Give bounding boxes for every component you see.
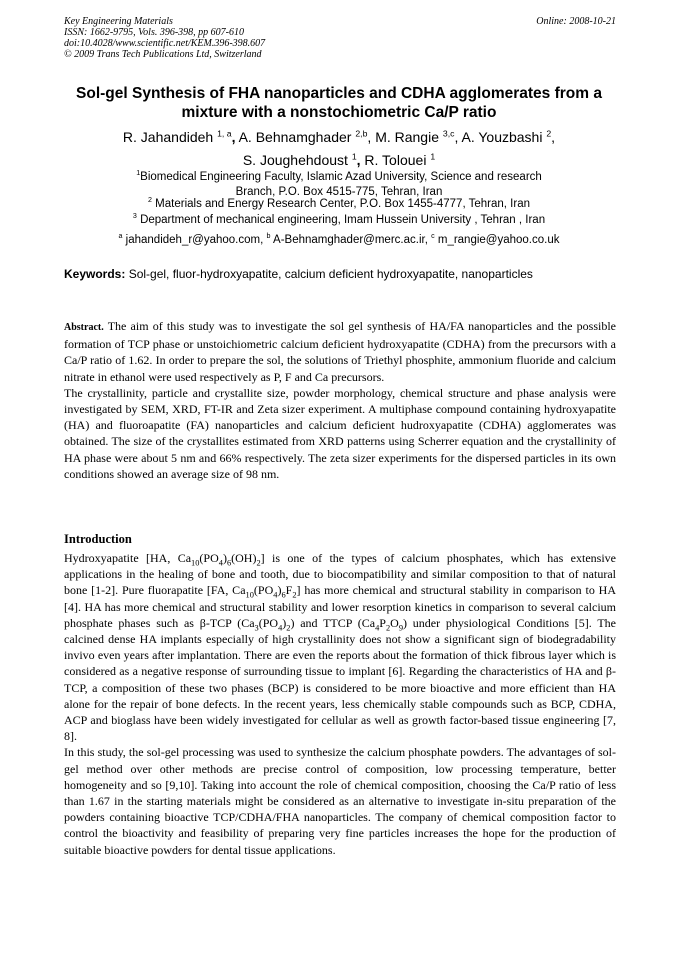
- author-affil-mark: 1: [430, 151, 436, 162]
- affil-text: Branch, P.O. Box 4515-775, Tehran, Iran: [235, 186, 443, 198]
- affiliation-2: [60, 197, 618, 212]
- author-name: R. Jahandideh: [122, 129, 214, 145]
- author-name: A. Youzbashi: [461, 129, 543, 145]
- author-affil-mark: 2: [546, 128, 552, 139]
- keywords: [64, 267, 616, 282]
- intro-paragraph-2: In this study, the sol-gel processing was used to synthesize the calcium phosphate powders. The advantages of sol-gel method over other methods are precise control of composition, low processing temperature, better homogeneity and so [9,10]. Taking into account the role of chemical composition, choosing the Ca/P ratio of less than 1.67 in the starting materials might be considered as an alternative to investigate in-situ preparation of the powders containing bioactive TCP/CDHA/FHA nanoparticles. The company of chemical composition factor to control the bioactivity and feasibility of preparing very fine particles increases the hope for the production of suitable bioactive powders for dental tissue applications.: [64, 745, 616, 857]
- introduction-heading: Introduction: [64, 532, 132, 546]
- abstract-paragraph-1: [64, 318, 616, 385]
- author-list: [60, 126, 618, 172]
- affil-text: Materials and Energy Research Center, P.O. Box 1455-4777, Tehran, Iran: [155, 198, 530, 210]
- author-line-1: R. Jahandideh $^{1, a}$, A. Behnamghader $^{2,b}$, M. Rangie $^{3,c}$, A. Youzbashi $^2$,: [122, 128, 556, 145]
- keywords-label: Keywords:: [64, 267, 126, 281]
- issn-line: ISSN: 1662-9795, Vols. 396-398, pp 607-610: [64, 27, 244, 38]
- abstract-label: Abstract.: [64, 322, 104, 333]
- intro-paragraph-1: Hydroxyapatite [HA, $Ca_{10}(PO_4)_6(OH)_2$] is one of the types of calcium phosphates, which has extensive applications in the healing of bone and tooth, due to biocompatibility and similar composition to that of natural bone [1-2]. Pure fluorapatite [FA, $Ca_{10}(PO_4)_6F_2$] has more chemical and structural stability in comparison to HA [4]. HA has more chemical and structural stability and lower resorption kinetics in comparison to several calcium phosphate phases such as β-TCP $(Ca_3(PO_4)_2)$ and TTCP $(Ca_4P_2O_9)$ under physiological Conditions [5]. The calcined dense HA implants especially of high crystallinity does not show a significant sign of biodegradability invivo even years after implantation. There are even the reports about the formation of thick fibrous layer which is considered as a negative response of surrounding tissue to implant [6]. Regarding the characteristics of HA and β-TCP, a composition of these two phases (BCP) is considered to be more bioactive and more efficient than HA alone for the repair of bone defects. In the recent years, less chemically stable compounds such as BCP, CDHA, ACP and bioglass have been widely investigated for cellular as well as growth factor-based tissue engineering [7, 8].: [64, 551, 617, 744]
- doi-line: doi:10.4028/www.scientific.net/KEM.396-398.607: [64, 38, 266, 49]
- abstract: [64, 318, 616, 482]
- affil-number: 2: [148, 196, 152, 205]
- running-header: [64, 16, 616, 60]
- email-mark: b: [266, 232, 271, 241]
- author-affil-mark: 2,b: [355, 128, 368, 139]
- author-affil-mark: 1, a: [217, 128, 232, 139]
- abstract-paragraph-2: The crystallinity, particle and crystallite size, powder morphology, chemical structure and phase analysis were investigated by SEM, XRD, FT-IR and Zeta sizer experiment. A multiphase compound containing hydroxyapatite (HA) and fluoroapatite (FA) nanoparticles and calcium deficient hudroxyapatite (CDHA) agglomerates was obtained. The size of the crystallites estimated from XRD patterns using Scherrer equation and the crystallinity of HA phase were about 5 nm and 66% respectively. The zeta sizer experiments for the dispersed particles in its own conditions showed an average size of 98 nm.: [64, 385, 616, 481]
- email-address: jahandideh_r@yahoo.com,: [125, 234, 264, 246]
- affiliation-1: [60, 170, 618, 200]
- author-line-2: S. Joughehdoust $^1$, R. Tolouei $^1$: [242, 151, 436, 168]
- affil-text: Biomedical Engineering Faculty, Islamic Azad University, Science and research: [140, 171, 542, 183]
- author-name: R. Tolouei: [364, 152, 427, 168]
- abstract-text: The aim of this study was to investigate the sol gel synthesis of HA/FA nanoparticles and the possible formation of TCP phase or unstoichiometric calcium deficient hydroxyapatite (CDHA) from the precursors with a Ca/P ratio of 1.62. In order to prepare the sol, the solutions of Triethyl phosphite, ammonium fluoride and calcium nitrate in ethanol were used respectively as P, F and Ca precursors.: [64, 319, 616, 384]
- author-name: A. Behnamghader: [238, 129, 352, 145]
- author-name: S. Joughehdoust: [242, 152, 348, 168]
- paper-title: [60, 84, 618, 122]
- author-affil-mark: 3,c: [442, 128, 455, 139]
- email-address: m_rangie@yahoo.co.uk: [437, 234, 560, 246]
- email-address: A-Behnamghader@merc.ac.ir,: [273, 234, 428, 246]
- keywords-text: Sol-gel, fluor-hydroxyapatite, calcium deficient hydroxyapatite, nanoparticles: [128, 267, 533, 281]
- affil-text: Department of mechanical engineering, Imam Hussein University , Tehran , Iran: [140, 214, 546, 226]
- title-line-1: Sol-gel Synthesis of FHA nanoparticles and CDHA agglomerates from a: [76, 85, 602, 102]
- affil-number: 1: [136, 169, 141, 178]
- affil-number: 3: [132, 212, 137, 221]
- author-name: M. Rangie: [375, 129, 439, 145]
- introduction-body: [64, 550, 616, 858]
- email-line: [60, 233, 618, 248]
- author-affil-mark: 1: [351, 151, 357, 162]
- online-date: Online: 2008-10-21: [536, 16, 616, 27]
- email-mark: a: [118, 232, 123, 241]
- title-line-2: mixture with a nonstochiometric Ca/P ratio: [181, 104, 497, 121]
- copyright-line: © 2009 Trans Tech Publications Ltd, Switzerland: [64, 49, 262, 60]
- affiliation-3: [60, 213, 618, 228]
- journal-name: Key Engineering Materials: [64, 16, 173, 27]
- email-mark: c: [431, 232, 435, 241]
